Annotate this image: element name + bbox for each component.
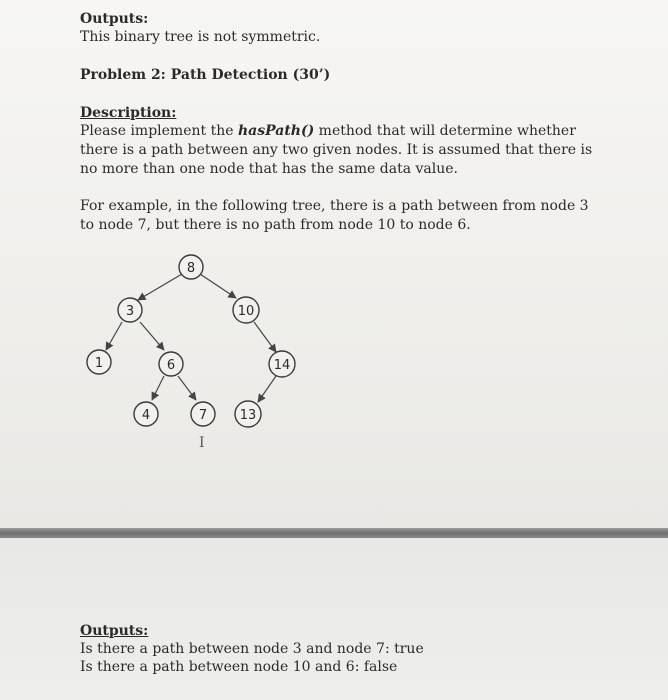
- tree-node-label: 1: [94, 356, 104, 371]
- outputs-label: Outputs:: [80, 11, 149, 27]
- description-label: Description:: [80, 105, 177, 121]
- tree-node: [235, 401, 261, 427]
- description-body: [80, 122, 592, 179]
- tree-node: [159, 352, 183, 376]
- edge-10-14: [254, 322, 276, 352]
- description-line-3: no more than one node that has the same data value.: [80, 161, 459, 177]
- tree-node: [191, 402, 215, 426]
- edge-6-7: [178, 376, 196, 400]
- edge-3-6: [140, 322, 164, 350]
- result-outputs-label: Outputs:: [80, 623, 149, 639]
- edge-14-13: [258, 376, 276, 402]
- edge-6-4: [152, 376, 164, 400]
- tree-node-label: 14: [273, 358, 291, 373]
- example-text: [80, 197, 589, 235]
- description-line-1-pre: Please implement the: [80, 123, 238, 139]
- tree-node-label: 7: [198, 408, 208, 423]
- page-divider: [0, 528, 668, 538]
- method-name: hasPath(): [237, 123, 315, 139]
- outputs-text: This binary tree is not symmetric.: [80, 29, 321, 45]
- tree-node: [179, 255, 203, 279]
- tree-node: [233, 297, 259, 323]
- text-cursor-icon: I: [199, 435, 205, 451]
- description-line-1-post: method that will determine whether: [314, 123, 576, 139]
- binary-tree-diagram: [70, 250, 310, 460]
- tree-node: [87, 350, 111, 374]
- tree-node: [118, 298, 142, 322]
- edge-3-1: [106, 322, 122, 350]
- tree-node-label: 8: [186, 261, 196, 276]
- result-line-1: Is there a path between node 3 and node 7: true: [80, 641, 424, 657]
- tree-node: [269, 351, 295, 377]
- description-line-2: there is a path between any two given nodes. It is assumed that there is: [80, 142, 593, 158]
- edge-8-10: [200, 274, 236, 298]
- tree-node-label: 3: [125, 304, 135, 319]
- description-line-1: [80, 122, 592, 141]
- example-line-1: For example, in the following tree, there is a path between from node 3: [80, 198, 589, 214]
- tree-node-label: 4: [141, 408, 151, 423]
- result-line-2: Is there a path between node 10 and 6: false: [80, 659, 398, 675]
- edge-8-3: [138, 274, 182, 300]
- example-line-2: to node 7, but there is no path from node 10 to node 6.: [80, 217, 471, 233]
- tree-node-label: 13: [239, 408, 257, 423]
- tree-node-label: 10: [237, 304, 255, 319]
- problem-title: Problem 2: Path Detection (30’): [80, 67, 331, 83]
- tree-node-label: 6: [166, 358, 176, 373]
- tree-node: [134, 402, 158, 426]
